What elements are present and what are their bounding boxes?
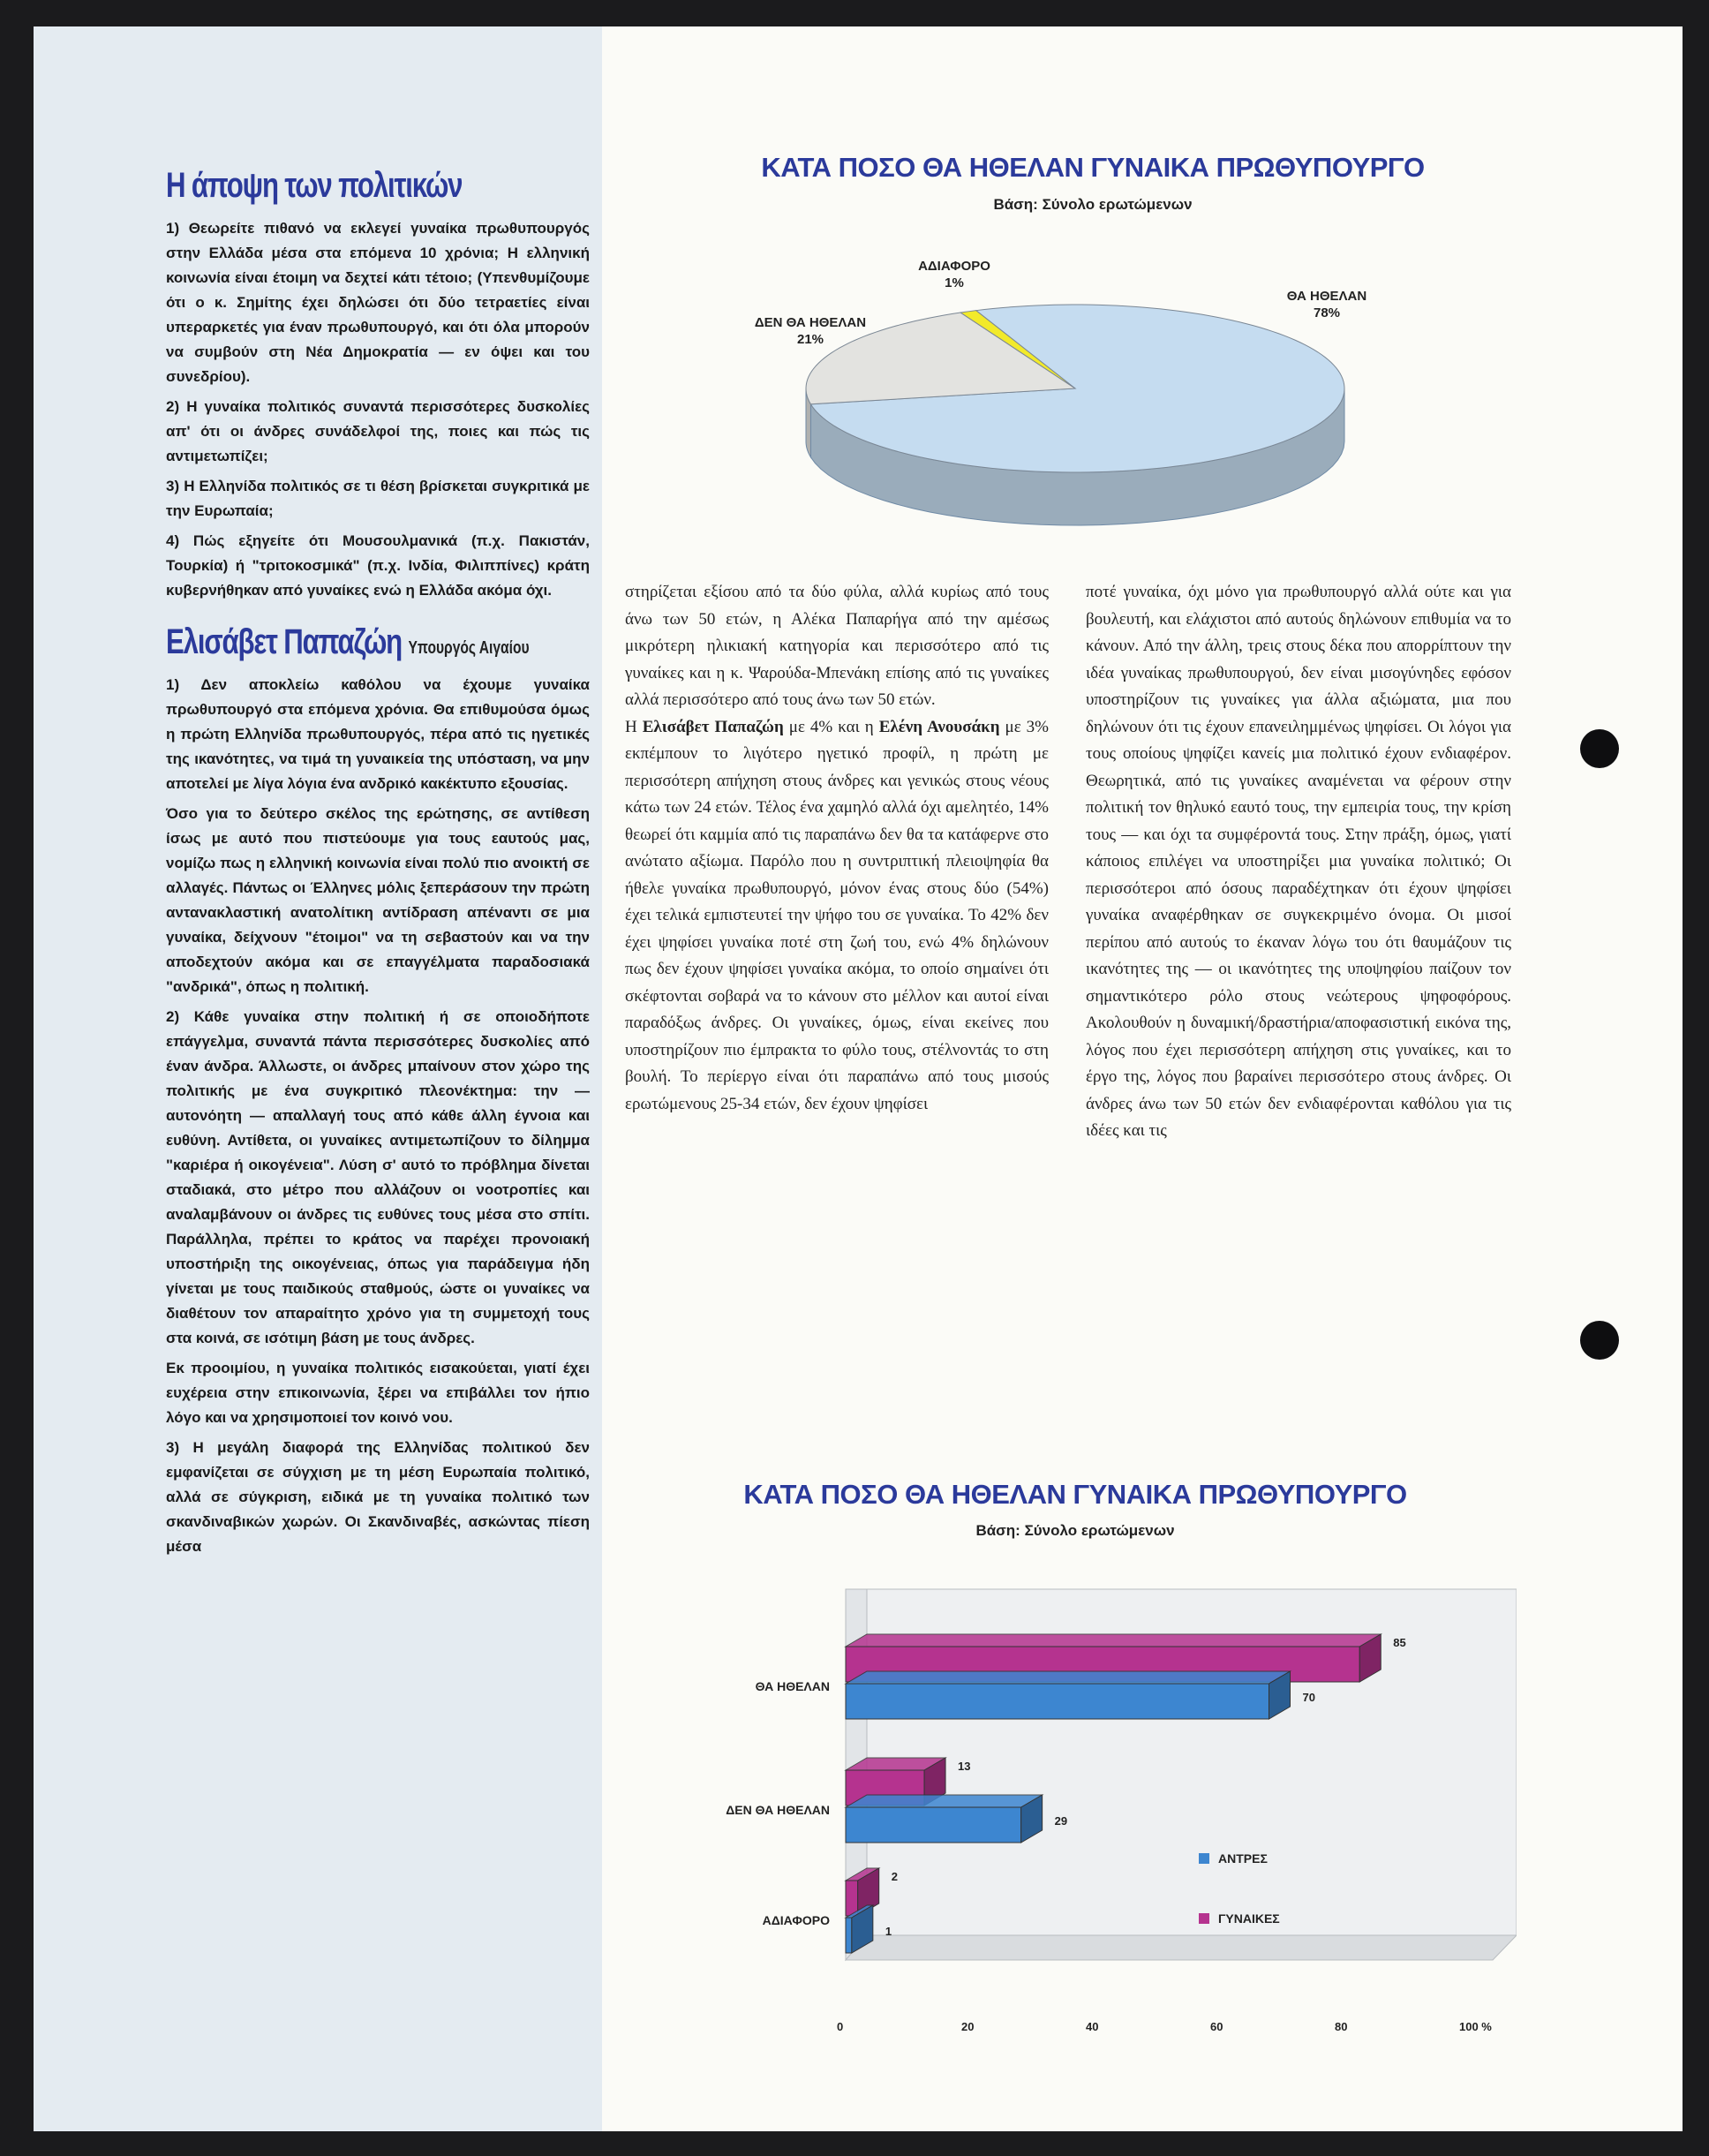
x-tick-label-0: 0	[837, 2020, 844, 2033]
x-tick-label-3: 60	[1210, 2020, 1223, 2033]
interviewee-name: Ελισάβετ Παπαζώη	[166, 622, 403, 661]
section-heading-politicians: Η άποψη των πολιτικών	[166, 166, 463, 205]
answer-2-cont: Εκ προοιμίου, η γυναίκα πολιτικός εισακούεται, γιατί έχει ευχέρεια στην επικοινωνία, ξέρει να επιβάλλει τον ήπιο λόγο και να χρησιμοποιεί τον κοινό νου.	[166, 1360, 590, 1426]
answer-1: 1) Δεν αποκλείω καθόλου να έχουμε γυναίκα πρωθυπουργό στα επόμενα χρόνια. Θα επιθυμούσα όμως η πρώτη Ελληνίδα πρωθυπουργός, πέρα από τις ηγετικές της ικανότητες, να τιμά τη γυναικεία της υπόσταση, να μην αποτελεί με λίγα λόγια ένα ανδρικό κακέκτυπο εξουσίας.	[166, 676, 590, 792]
bar-value-label-0-0: 70	[1302, 1691, 1315, 1704]
article-column-middle	[625, 579, 1049, 1118]
pie-label-3: ΑΔΙΑΦΟΡΟ	[918, 259, 990, 274]
binder-hole-top	[1580, 729, 1619, 768]
legend-swatch-αντρες	[1199, 1853, 1209, 1864]
bar-value-label-0-1: 85	[1393, 1636, 1406, 1649]
pie-chart-title: ΚΑΤΑ ΠΟΣΟ ΘΑ ΗΘΕΛΑΝ ΓΥΝΑΙΚΑ ΠΡΩΘΥΠΟΥΡΓΟ	[761, 152, 1425, 183]
pie-value-label-1: 78%	[1313, 305, 1341, 320]
pie-label-1: ΘΑ ΗΘΕΛΑΝ	[1286, 289, 1367, 304]
politicians-sidebar	[34, 26, 602, 2131]
interviewee-heading	[166, 622, 530, 662]
bar-δεν-θα-ηθελαν-αντρες	[846, 1807, 1021, 1843]
bar-top-0-0	[846, 1671, 1291, 1684]
bar-chart-title: ΚΑΤΑ ΠΟΣΟ ΘΑ ΗΘΕΛΑΝ ΓΥΝΑΙΚΑ ΠΡΩΘΥΠΟΥΡΓΟ	[743, 1479, 1407, 1510]
bar-θα-ηθελαν-αντρες	[846, 1684, 1269, 1719]
pie-chart	[669, 221, 1481, 574]
bar-chart	[669, 1563, 1517, 2057]
pie-value-label-3: 1%	[945, 275, 964, 290]
mid-p2-a: Η	[625, 717, 643, 736]
mid-p2-name-2: Ελένη Ανουσάκη	[878, 717, 1000, 736]
x-tick-label-2: 40	[1086, 2020, 1099, 2033]
bar-category-label-3: ΑΔΙΑΦΟΡΟ	[762, 1913, 830, 1927]
bar-value-label-1-0: 29	[1054, 1814, 1068, 1828]
bar-top-0-1	[846, 1634, 1381, 1647]
answer-1-cont: Όσο για το δεύτερο σκέλος της ερώτησης, σε αντίθεση ίσως με αυτό που πιστεύουμε για τους εαυτούς μας, νομίζω πως η ελληνική κοινωνία είναι πολύ πιο ανοικτή σε αλλαγές. Πάντως οι Έλληνες μόλις ξεπεράσουν την πρώτη αντανακλαστική ανατολίτικη αντίδραση απέναντι σε μια γυναίκα, δείχνουν "έτοιμοι" να τη σεβαστούν και να την αποδεχτούν ακόμα και σε επαγγέλματα παραδοσιακά "ανδρικά", όπως η πολιτική.	[166, 805, 590, 995]
bar-chart-floor	[846, 1935, 1517, 1960]
mid-p2-name-1: Ελισάβετ Παπαζώη	[642, 717, 784, 736]
pie-value-label-2: 21%	[796, 332, 824, 347]
legend-label-γυναικες: ΓΥΝΑΙΚΕΣ	[1218, 1911, 1280, 1926]
bar-value-label-2-1: 2	[891, 1870, 898, 1883]
legend-label-αντρες: ΑΝΤΡΕΣ	[1218, 1851, 1268, 1866]
question-3: 3) Η Ελληνίδα πολιτικός σε τι θέση βρίσκεται συγκριτικά με την Ευρωπαία;	[166, 478, 590, 519]
article-column-right: ποτέ γυναίκα, όχι μόνο για πρωθυπουργό αλλά ούτε και για βουλευτή, και ελάχιστοι από αυτούς δηλώνουν επιθυμία να το κάνουν. Από την άλλη, τρεις στους δέκα που απορρίπτουν την ιδέα γυναίκας πρωθυπουργού, δεν είναι μισογύνηδες εφόσον υποστηρίζουν τις γυναίκες για άλλα αξιώματα, μια που δηλώνουν ότι τις έχουν επανειλημμένως ψηφίσει. Οι λόγοι για τους οποίους ψηφίζει κανείς μια πολιτικό έχουν ενδιαφέρον. Θεωρητικά, από τις γυναίκες αναμένεται να φέρουν στην πολιτική τον θηλυκό εαυτό τους, την εμπειρία τους, την κρίση τους — και όχι τα συμφέροντά τους. Στην πράξη, όμως, γιατί κάποιος επιλέγει να υποστηρίξει μια γυναίκα πολιτικό; Οι περισσότεροι από όσους παραδέχτηκαν ότι έχουν ψηφίσει γυναίκα αναφέρθηκαν σε συγκεκριμένο όνομα. Οι μισοί περίπου από αυτούς το έκαναν λόγω του ότι θαυμάζουν τις ικανότητες της — οι ικανότητες της υποψηφίου παίζουν τον σημαντικότερο ρόλο στους νεώτερους ψηφοφόρους. Ακολουθούν η δυναμική/δραστήρια/αποφασιστική εικόνα της, λόγος που έχει περισσότερη απήχηση στις γυναίκες, και το έργο της, λόγος που βαραίνει περισσότερο στους άνδρες. Οι άνδρες άνω των 50 ετών δεν ενδιαφέρονται καθόλου για τις ιδέες και τις	[1086, 583, 1511, 1140]
bar-category-label-2: ΔΕΝ ΘΑ ΗΘΕΛΑΝ	[726, 1803, 830, 1817]
x-tick-label-1: 20	[961, 2020, 975, 2033]
pie-label-2: ΔΕΝ ΘΑ ΗΘΕΛΑΝ	[754, 315, 867, 330]
mid-paragraph-1: στηρίζεται εξίσου από τα δύο φύλα, αλλά κυρίως από τους άνω των 50 ετών, η Αλέκα Παπαρήγα από την αμέσως μικρότερη ηλικιακή κατηγορία και περισσότερο από τις γυναίκες και η κ. Ψαρούδα-Μπενάκη επίσης από τις γυναίκες αλλά περισσότερο από τους άνω των 50 ετών.	[625, 583, 1049, 709]
question-4: 4) Πώς εξηγείτε ότι Μουσουλμανικά (π.χ. Πακιστάν, Τουρκία) ή "τριτοκοσμικά" (π.χ. Ινδία, Φιλιππίνες) κράτη κυβερνήθηκαν από γυναίκες ενώ η Ελλάδα ακόμα όχι.	[166, 532, 590, 599]
magazine-page	[34, 26, 1683, 2131]
mid-p2-e: με 3% εκπέμπουν το λιγότερο ηγετικό προφίλ, η πρώτη με περισσότερη απήχηση στους άνδρες και γενικώς στους νέους κάτω των 24 ετών. Τέλος ένα χαμηλό αλλά όχι αμελητέο, 14% θεωρεί ότι καμμία από τις παραπάνω δεν θα τα κατάφερνε στο ανώτατο αξίωμα. Παρόλο που η συντριπτική πλειοψηφία θα ήθελε γυναίκα πρωθυπουργό, μόνον ένας στους δύο (54%) έχει τελικά εμπιστευτεί την ψήφο του σε γυναίκα. Το 42% δεν έχει ψηφίσει γυναίκα ποτέ στη ζωή του, ενώ 4% δηλώνουν πως δεν έχουν ψηφίσει γυναίκα ακόμα, το οποίο σημαίνει ότι σκέφτονται σοβαρά να το κάνουν στο μέλλον και αυτοί είναι παραδόξως άνδρες. Οι γυναίκες, όμως, είναι εκείνες που υποστηρίζουν πιο έμπρακτα το φύλο τους, στέλνοντάς το στη βουλή. Το περίεργο είναι ότι παραπάνω από τους μισούς ερωτώμενους 25-34 ετών, δεν έχουν ψηφίσει	[625, 717, 1050, 1113]
answer-3: 3) Η μεγάλη διαφορά της Ελληνίδας πολιτικού δεν εμφανίζεται σε σύγχιση με τη μέση Ευρωπαία πολιτικό, αλλά σε σύγκριση, ειδικά με τη γυναίκα πολιτικό των σκανδιναβικών χωρών. Οι Σκανδιναβές, ασκώντας πίεση μέσα	[166, 1439, 590, 1555]
bar-top-1-0	[846, 1795, 1043, 1807]
pie-chart-subtitle: Βάση: Σύνολο ερωτώμενων	[993, 196, 1193, 213]
answer-2: 2) Κάθε γυναίκα στην πολιτική ή σε οποιοδήποτε επάγγελμα, συναντά πάντα περισσότερες δυσκολίες από έναν άνδρα. Άλλωστε, οι άνδρες μπαίνουν στον χώρο της πολιτικής με ένα συγκριτικό πλεονέκτημα: την — αυτονόητη — απαλλαγή τους από κάθε άλλη έγνοια και ευθύνη. Αντίθετα, οι γυναίκες αντιμετωπίζουν το δίλημμα "καριέρα ή οικογένεια". Λύση σ' αυτό το πρόβλημα δίνεται σταδιακά, στο μέτρο που αλλάζουν οι νοοτροπίες και αναλαμβάνουν οι άνδρες τις ευθύνες τους μέσα στο σπίτι. Παράλληλα, πρέπει το κράτος να παρέχει προνοιακή υποστήριξη της οικογένειας, όπως για παράδειγμα ήδη γίνεται με τους παιδικούς σταθμούς, ώστε οι γυναίκες να διαθέτουν τον απαραίτητο χρόνο για τη συμμετοχή τους στα κοινά, σε ισότιμη βάση με τους άνδρες.	[166, 1008, 590, 1346]
question-2: 2) Η γυναίκα πολιτικός συναντά περισσότερες δυσκολίες απ' ότι οι άνδρες συνάδελφοί της, ποιες και πώς τις αντιμετωπίζει;	[166, 398, 590, 464]
interviewee-role: Υπουργός Αιγαίου	[408, 638, 530, 658]
x-tick-label-5: 100 %	[1459, 2020, 1492, 2033]
legend-swatch-γυναικες	[1199, 1913, 1209, 1924]
bar-value-label-2-0: 1	[885, 1925, 892, 1938]
bar-αδιαφορο-γυναικες	[846, 1881, 858, 1916]
bar-category-label-1: ΘΑ ΗΘΕΛΑΝ	[755, 1679, 830, 1693]
bar-αδιαφορο-αντρες	[846, 1918, 852, 1953]
binder-hole-bottom	[1580, 1321, 1619, 1360]
x-tick-label-4: 80	[1335, 2020, 1348, 2033]
mid-p2-c: με 4% και η	[783, 717, 879, 736]
bar-value-label-1-1: 13	[958, 1760, 971, 1773]
bar-chart-subtitle: Βάση: Σύνολο ερωτώμενων	[975, 1522, 1175, 1539]
question-1: 1) Θεωρείτε πιθανό να εκλεγεί γυναίκα πρωθυπουργός στην Ελλάδα μέσα στα επόμενα 10 χρόνια; Η ελληνική κοινωνία είναι έτοιμη να δεχτεί κάτι τέτοιο; (Υπενθυμίζουμε ότι ο κ. Σημίτης έχει δηλώσει ότι δύο τετραετίες είναι υπεραρκετές για έναν πρωθυπουργό, και ότι όλα μπορούν να συμβούν στη Νέα Δημοκρατία — εν όψει και του συνεδρίου).	[166, 220, 590, 385]
